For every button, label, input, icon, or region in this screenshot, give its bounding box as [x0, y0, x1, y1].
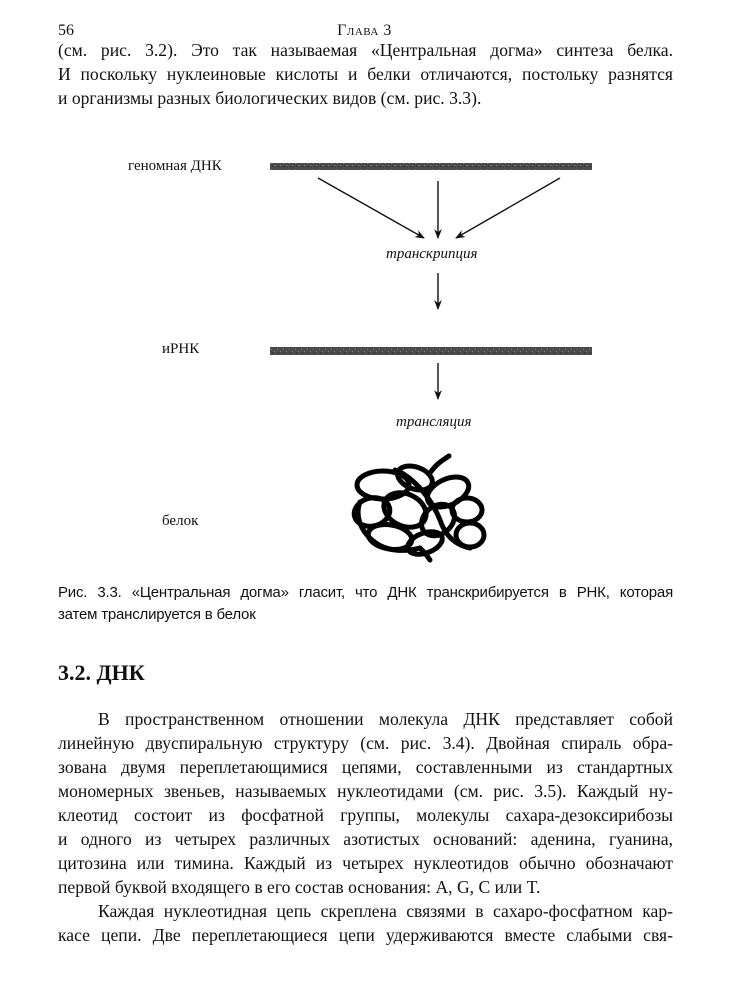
protein-tangle-icon — [351, 456, 484, 560]
text-line: касе цепи. Две переплетающиеся цепи удерживаются вместе слабыми свя- — [58, 925, 673, 945]
text-line: И поскольку нуклеиновые кислоты и белки отличаются, постольку разнятся — [58, 64, 673, 84]
caption-line: затем транслируется в белок — [58, 606, 256, 623]
transcription-arrow-left — [318, 178, 424, 238]
figure-caption — [58, 582, 673, 626]
mrna-bar — [270, 347, 592, 355]
genomic-dna-bar — [270, 163, 592, 170]
text-line: (см. рис. 3.2). Это так называемая «Центральная догма» синтеза белка. — [58, 40, 673, 60]
transcription-arrow-right — [456, 178, 560, 238]
genomic-dna-label: геномная ДНК — [128, 158, 222, 174]
transcription-label: транскрипция — [386, 246, 478, 262]
text-line: зована двумя переплетающимися цепями, составленными из стандартных — [58, 757, 673, 777]
text-line: В пространственном отношении молекула ДНК представляет собой — [98, 709, 673, 729]
body-paragraph — [58, 707, 673, 899]
translation-label: трансляция — [396, 414, 472, 430]
protein-label: белок — [162, 513, 199, 529]
chapter-title: Глава 3 — [337, 22, 392, 39]
section-heading: 3.2. ДНК — [58, 660, 145, 685]
page-number: 56 — [58, 22, 74, 39]
mrna-label: иРНК — [162, 341, 200, 357]
caption-line: Рис. 3.3. «Центральная догма» гласит, что ДНК транскрибируется в РНК, которая — [58, 584, 673, 601]
text-line: и одного из четырех различных азотистых оснований: аденина, гуанина, — [58, 829, 673, 849]
text-line: мономерных звеньев, называемых нуклеотидами (см. рис. 3.5). Каждый ну- — [58, 781, 673, 801]
text-line: клеотид состоит из фосфатной группы, молекулы сахара-дезоксирибозы — [58, 805, 673, 825]
body-paragraph — [58, 899, 673, 947]
text-line: цитозина или тимина. Каждый из четырех нуклеотидов обычно обозначают — [58, 853, 673, 873]
text-line: и организмы разных биологических видов (см. рис. 3.3). — [58, 88, 482, 108]
text-line: линейную двуспиральную структуру (см. рис. 3.4). Двойная спираль обра- — [58, 733, 673, 753]
text-line: Каждая нуклеотидная цепь скреплена связями в сахаро-фосфатном кар- — [98, 901, 673, 921]
text-line: первой буквой входящего в его состав основания: A, G, C или T. — [58, 877, 541, 897]
